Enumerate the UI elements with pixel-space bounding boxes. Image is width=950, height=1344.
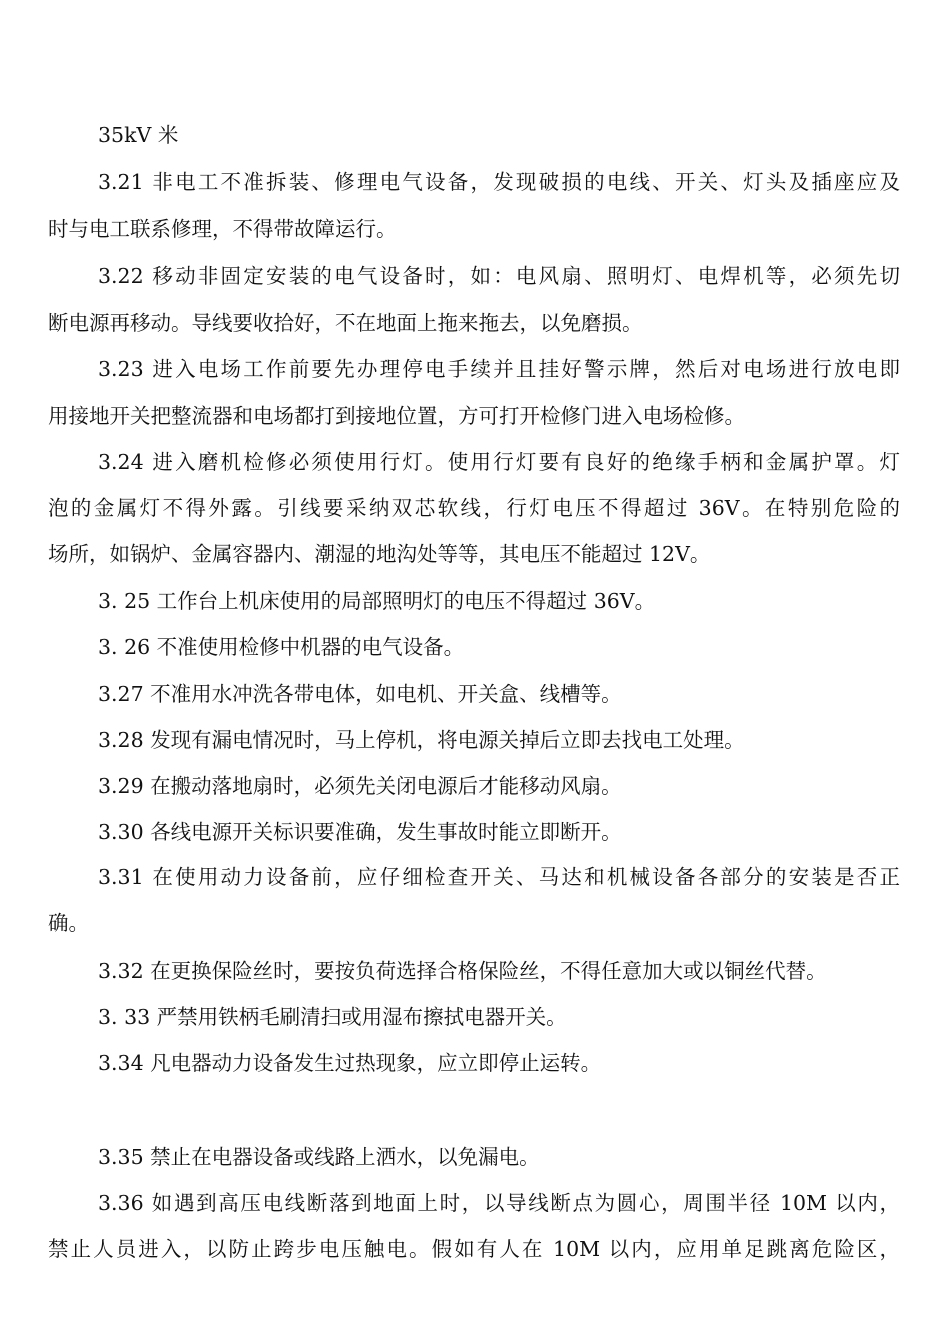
- clause-3-34: 3.34 凡电器动力设备发生过热现象，应立即停止运转。: [98, 1051, 602, 1075]
- clause-3-26: 3. 26 不准使用检修中机器的电气设备。: [98, 635, 465, 659]
- clause-3-24-line-3: 场所，如锅炉、金属容器内、潮湿的地沟处等等，其电压不能超过 12V。: [48, 542, 711, 566]
- clause-3-27: 3.27 不准用水冲洗各带电体，如电机、开关盒、线槽等。: [98, 682, 622, 706]
- clause-3-36-line-1: 3.36 如遇到高压电线断落到地面上时，以导线断点为圆心，周围半径 10M 以内，: [98, 1191, 900, 1215]
- clause-3-30: 3.30 各线电源开关标识要准确，发生事故时能立即断开。: [98, 820, 622, 844]
- clause-3-36-line-2: 禁止人员进入，以防止跨步电压触电。假如有人在 10M 以内，应用单足跳离危险区，: [48, 1237, 900, 1261]
- clause-3-22-line-1: 3.22 移动非固定安装的电气设备时，如：电风扇、照明灯、电焊机等，必须先切: [98, 264, 900, 288]
- text-line: 35kV 米: [98, 123, 179, 147]
- clause-3-33: 3. 33 严禁用铁柄毛刷清扫或用湿布擦拭电器开关。: [98, 1005, 567, 1029]
- clause-3-32: 3.32 在更换保险丝时，要按负荷选择合格保险丝，不得任意加大或以铜丝代替。: [98, 959, 827, 983]
- clause-3-22-line-2: 断电源再移动。导线要收拾好，不在地面上拖来拖去，以免磨损。: [48, 311, 643, 335]
- clause-3-24-line-1: 3.24 进入磨机检修必须使用行灯。使用行灯要有良好的绝缘手柄和金属护罩。灯: [98, 450, 900, 474]
- clause-3-35: 3.35 禁止在电器设备或线路上洒水，以免漏电。: [98, 1145, 540, 1169]
- clause-3-23-line-2: 用接地开关把整流器和电场都打到接地位置，方可打开检修门进入电场检修。: [48, 404, 745, 428]
- clause-3-29: 3.29 在搬动落地扇时，必须先关闭电源后才能移动风扇。: [98, 774, 622, 798]
- clause-3-31-line-2: 确。: [48, 911, 89, 935]
- clause-3-21-line-2: 时与电工联系修理，不得带故障运行。: [48, 217, 397, 241]
- clause-3-25: 3. 25 工作台上机床使用的局部照明灯的电压不得超过 36V。: [98, 589, 656, 613]
- clause-3-24-line-2: 泡的金属灯不得外露。引线要采纳双芯软线，行灯电压不得超过 36V。在特别危险的: [48, 496, 900, 520]
- clause-3-23-line-1: 3.23 进入电场工作前要先办理停电手续并且挂好警示牌，然后对电场进行放电即: [98, 357, 900, 381]
- clause-3-31-line-1: 3.31 在使用动力设备前，应仔细检查开关、马达和机械设备各部分的安装是否正: [98, 865, 900, 889]
- clause-3-21-line-1: 3.21 非电工不准拆装、修理电气设备，发现破损的电线、开关、灯头及插座应及: [98, 170, 900, 194]
- clause-3-28: 3.28 发现有漏电情况时，马上停机，将电源关掉后立即去找电工处理。: [98, 728, 745, 752]
